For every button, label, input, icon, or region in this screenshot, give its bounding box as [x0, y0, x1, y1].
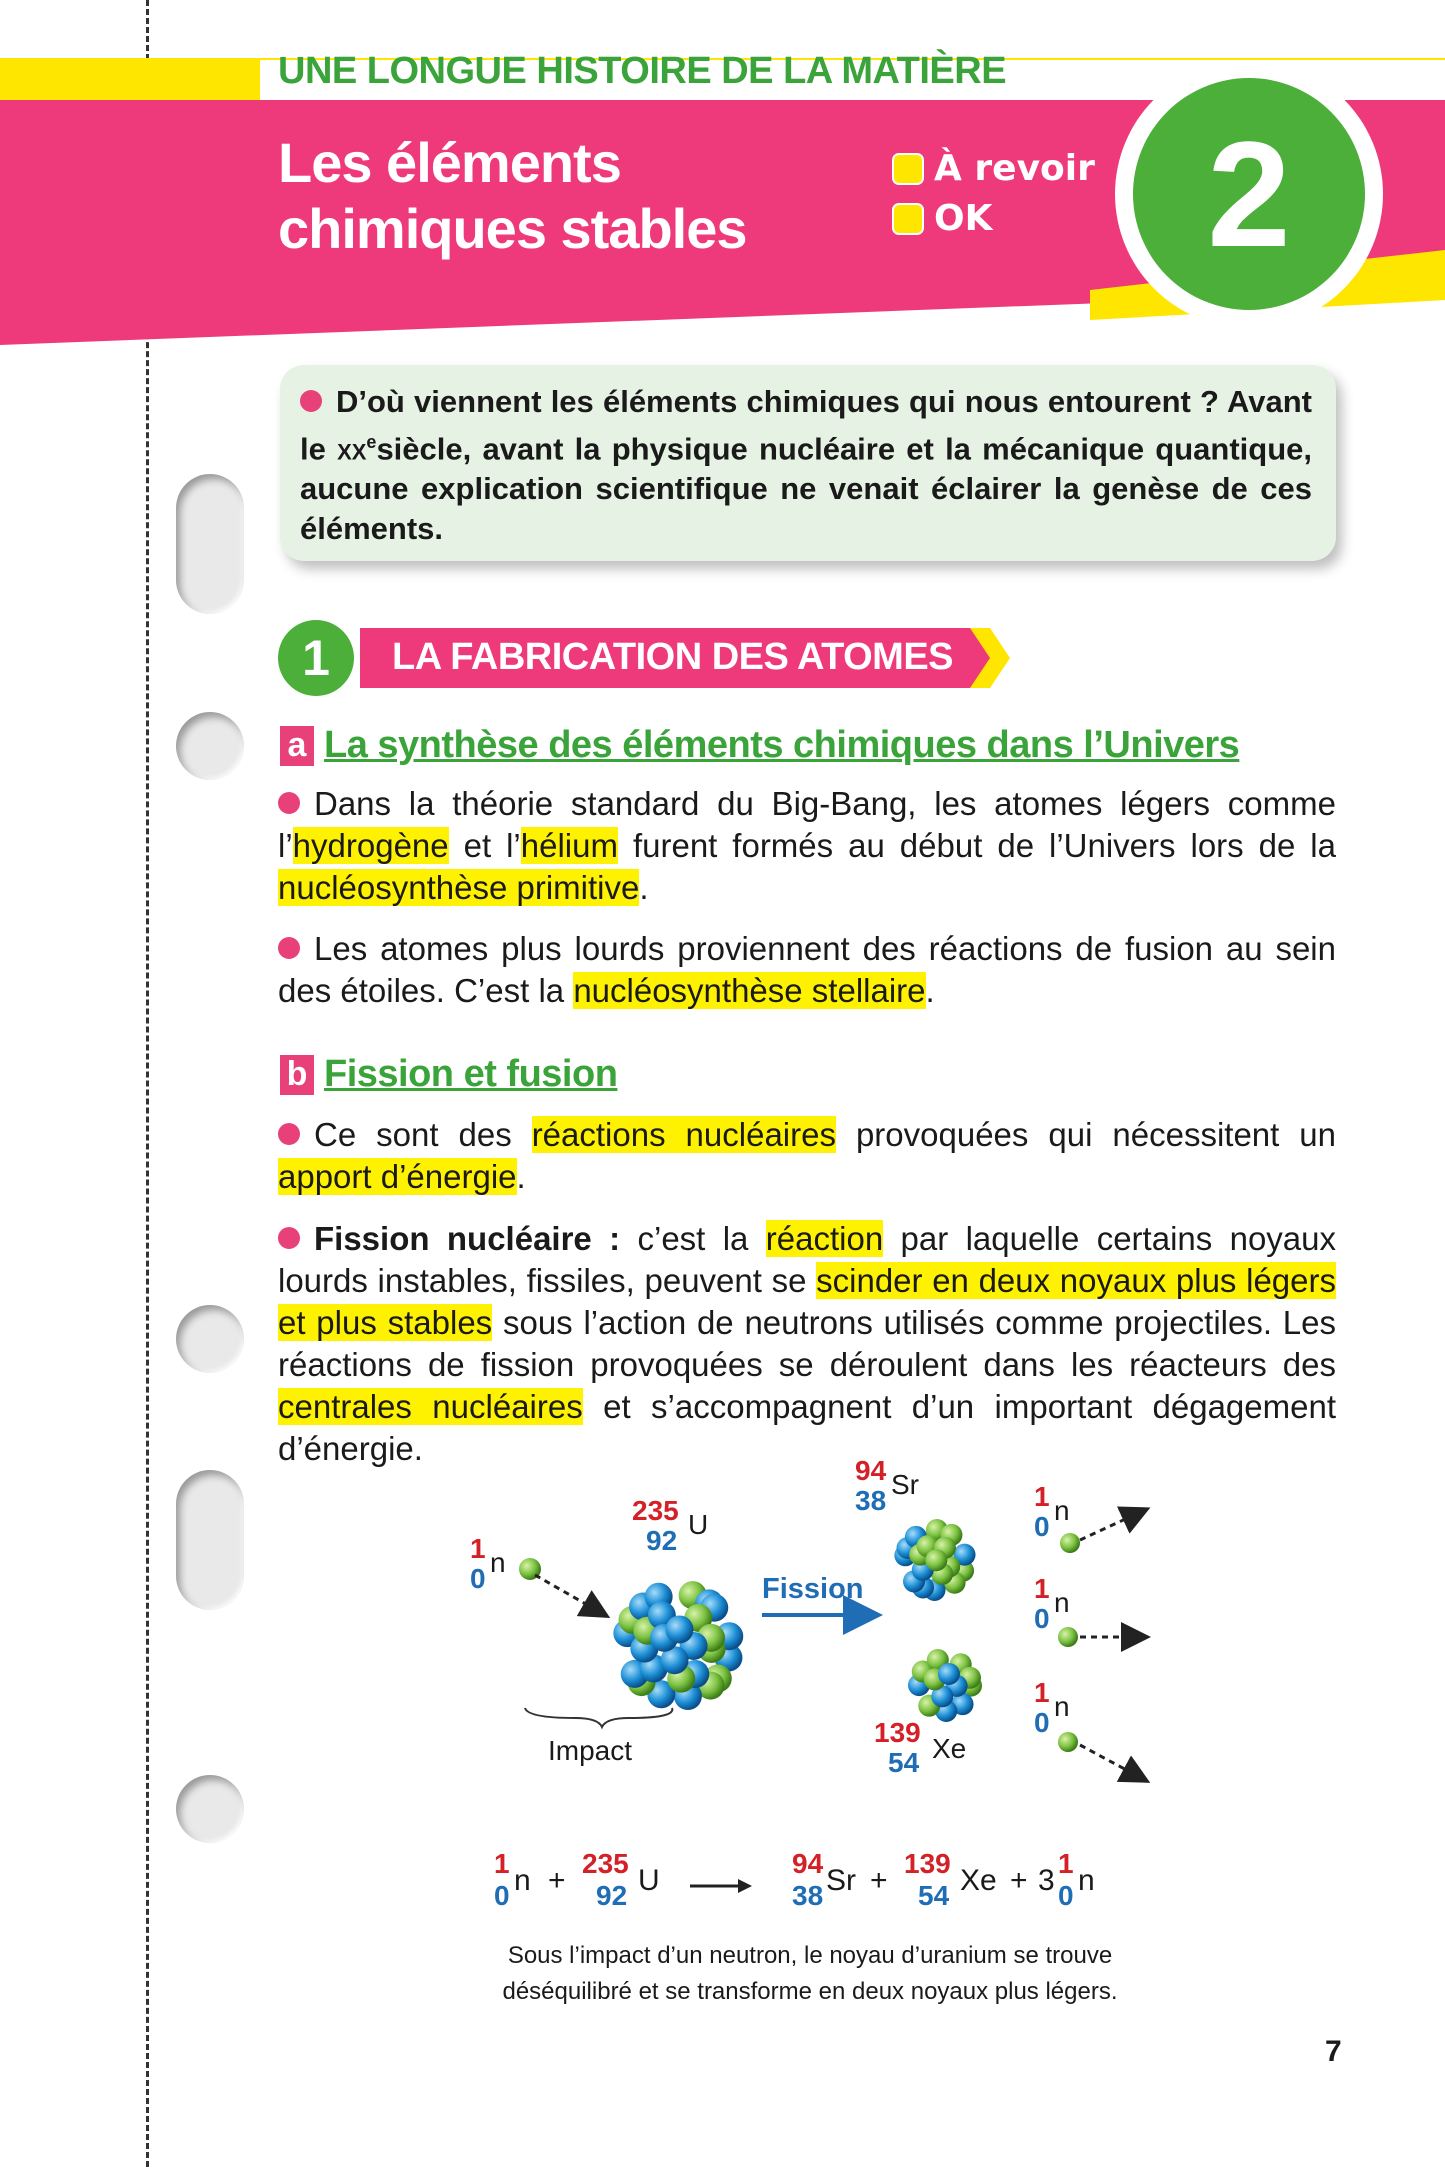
reaction-arrow [690, 1876, 752, 1896]
mass-number: 94 [855, 1455, 887, 1486]
checkbox-label: À revoir [934, 148, 1095, 189]
figure-caption [380, 1938, 1240, 2010]
coefficient: 3 [1038, 1864, 1055, 1897]
atomic-number: 92 [646, 1525, 678, 1556]
atomic-number: 0 [494, 1880, 510, 1911]
caption-line: Sous l’impact d’un neutron, le noyau d’uranium se trouve [507, 1942, 1113, 1969]
highlight: nucléosynthèse primitive [278, 869, 640, 906]
element-symbol: Sr [891, 1469, 919, 1500]
bullet-icon [278, 937, 300, 959]
checkbox-square[interactable] [892, 153, 924, 185]
atomic-number: 0 [1034, 1603, 1050, 1634]
highlight: réactions nucléaires [531, 1116, 836, 1153]
nuclide-label [468, 1533, 508, 1603]
mass-number: 1 [1034, 1481, 1050, 1512]
element-symbol: n [1054, 1495, 1070, 1526]
mass-number: 139 [904, 1848, 951, 1879]
term: Fission nucléaire : [314, 1220, 621, 1257]
page-title [278, 130, 747, 262]
checkbox-revoir[interactable] [892, 148, 1095, 189]
text: et l’ [448, 827, 521, 864]
mass-number: 235 [582, 1848, 629, 1879]
mass-number: 235 [632, 1495, 679, 1526]
intro-question: D’où viennent les éléments chimiques qui nous entourent ? [336, 384, 1219, 419]
plus-sign: + [1010, 1864, 1028, 1897]
intro-text-part: siècle, avant la physique nucléaire et la mécanique quantique, aucune explication scientifique ne venait éclairer la genèse de ces éléments. [300, 431, 1312, 547]
nuclide-label [855, 1455, 935, 1525]
highlight: nucléosynthèse stellaire [573, 972, 926, 1009]
text: Les atomes plus lourds proviennent des réactions de fusion au sein des étoiles. C’est la [278, 930, 1336, 1009]
page-number: 7 [1325, 2035, 1342, 2068]
checkbox-ok[interactable] [892, 198, 993, 239]
mass-number: 94 [792, 1848, 824, 1879]
highlight: centrales nucléaires [278, 1388, 583, 1425]
text: et s’accompagnent d’un important dégagement d’énergie. [278, 1388, 1337, 1467]
bullet-icon [278, 1227, 300, 1249]
mass-number: 139 [874, 1717, 921, 1748]
text: . [639, 869, 649, 906]
atomic-number: 0 [1034, 1511, 1050, 1542]
bullet-icon [278, 1123, 300, 1145]
mass-number: 1 [1034, 1677, 1050, 1708]
bullet-icon [278, 792, 300, 814]
atomic-number: 0 [1058, 1880, 1074, 1911]
section-title: LA FABRICATION DES ATOMES [392, 636, 954, 678]
diagram-labels [440, 1455, 1200, 1795]
nuclide-term [792, 1848, 872, 1918]
plus-sign: + [548, 1864, 566, 1897]
text: furent formés au début de l’Univers lors de la [617, 827, 1336, 864]
paragraph [278, 928, 1336, 1012]
intro-text [300, 382, 1312, 549]
section-number: 1 [278, 620, 354, 696]
bullet-icon [300, 390, 322, 412]
intro-text-part: Avant le [300, 384, 1312, 467]
chapter-number: 2 [1133, 78, 1365, 310]
binder-hole [176, 474, 244, 614]
text: c’est la [620, 1220, 766, 1257]
paragraph [278, 1218, 1336, 1470]
highlight: hélium [520, 827, 618, 864]
title-line: Les éléments [278, 131, 621, 194]
atomic-number: 54 [918, 1880, 950, 1911]
text: par laquelle certains noyaux lourds instables, fissiles, peuvent se [278, 1220, 1337, 1299]
text: . [516, 1158, 526, 1195]
nuclide-label [874, 1717, 974, 1787]
atomic-number: 38 [855, 1485, 887, 1516]
nuclide-label [1032, 1481, 1072, 1551]
checkbox-square[interactable] [892, 203, 924, 235]
subsection-title: La synthèse des éléments chimiques dans l’Univers [324, 724, 1240, 766]
binder-hole [176, 712, 244, 780]
mass-number: 1 [1058, 1848, 1074, 1879]
mass-number: 1 [470, 1533, 486, 1564]
element-symbol: n [1054, 1587, 1070, 1618]
century-superscript: e [366, 432, 377, 452]
paragraph [278, 783, 1336, 909]
subsection-badge: a [280, 726, 314, 766]
text: Dans la théorie standard du Big-Bang, les atomes légers comme l’ [278, 785, 1336, 864]
atomic-number: 92 [596, 1880, 628, 1911]
text: Ce sont des [314, 1116, 532, 1153]
binder-hole [176, 1470, 244, 1610]
element-symbol: Xe [960, 1864, 997, 1897]
text: sous l’action de neutrons utilisés comme projectiles. Les réactions de fission provoquées se déroulent dans les réacteurs des [278, 1304, 1336, 1383]
binder-hole [176, 1305, 244, 1373]
plus-sign: + [870, 1864, 888, 1897]
impact-label: Impact [548, 1735, 633, 1766]
nuclide-term [1058, 1848, 1098, 1918]
century-numeral: xx [337, 431, 367, 467]
fission-equation [490, 1848, 1210, 1918]
fission-label: Fission [762, 1573, 864, 1605]
element-symbol: Sr [826, 1864, 856, 1897]
atomic-number: 0 [470, 1563, 486, 1594]
nuclide-term [904, 1848, 1004, 1918]
mass-number: 1 [494, 1848, 510, 1879]
element-symbol: Xe [932, 1733, 967, 1764]
nuclide-label [1032, 1677, 1072, 1747]
element-symbol: n [1054, 1691, 1070, 1722]
paragraph [278, 1114, 1336, 1198]
text: provoquées qui nécessitent un [835, 1116, 1336, 1153]
mass-number: 1 [1034, 1573, 1050, 1604]
element-symbol: U [688, 1509, 709, 1540]
highlight: scinder en deux noyaux plus légers et plus stables [278, 1262, 1336, 1341]
title-line: chimiques stables [278, 197, 747, 260]
nuclide-term [582, 1848, 672, 1918]
subsection-badge: b [280, 1055, 314, 1095]
atomic-number: 0 [1034, 1707, 1050, 1738]
element-symbol: U [638, 1864, 660, 1897]
checkbox-label: OK [934, 198, 993, 239]
subsection-a-heading [280, 724, 1239, 767]
binder-hole [176, 1775, 244, 1843]
atomic-number: 38 [792, 1880, 824, 1911]
chapter-kicker: UNE LONGUE HISTOIRE DE LA MATIÈRE [278, 50, 1007, 92]
nuclide-label [632, 1495, 722, 1565]
highlight: hydrogène [292, 827, 449, 864]
highlight: réaction [765, 1220, 884, 1257]
text: . [925, 972, 935, 1009]
subsection-b-heading [280, 1053, 617, 1096]
element-symbol: n [490, 1547, 506, 1578]
subsection-title: Fission et fusion [324, 1053, 618, 1095]
caption-line: déséquilibré et se transforme en deux noyaux plus légers. [502, 1978, 1118, 2005]
atomic-number: 54 [888, 1747, 920, 1778]
element-symbol: n [514, 1864, 531, 1897]
nuclide-label [1032, 1573, 1072, 1643]
element-symbol: n [1078, 1864, 1095, 1897]
nuclide-term [494, 1848, 534, 1918]
highlight: apport d’énergie [278, 1158, 517, 1195]
